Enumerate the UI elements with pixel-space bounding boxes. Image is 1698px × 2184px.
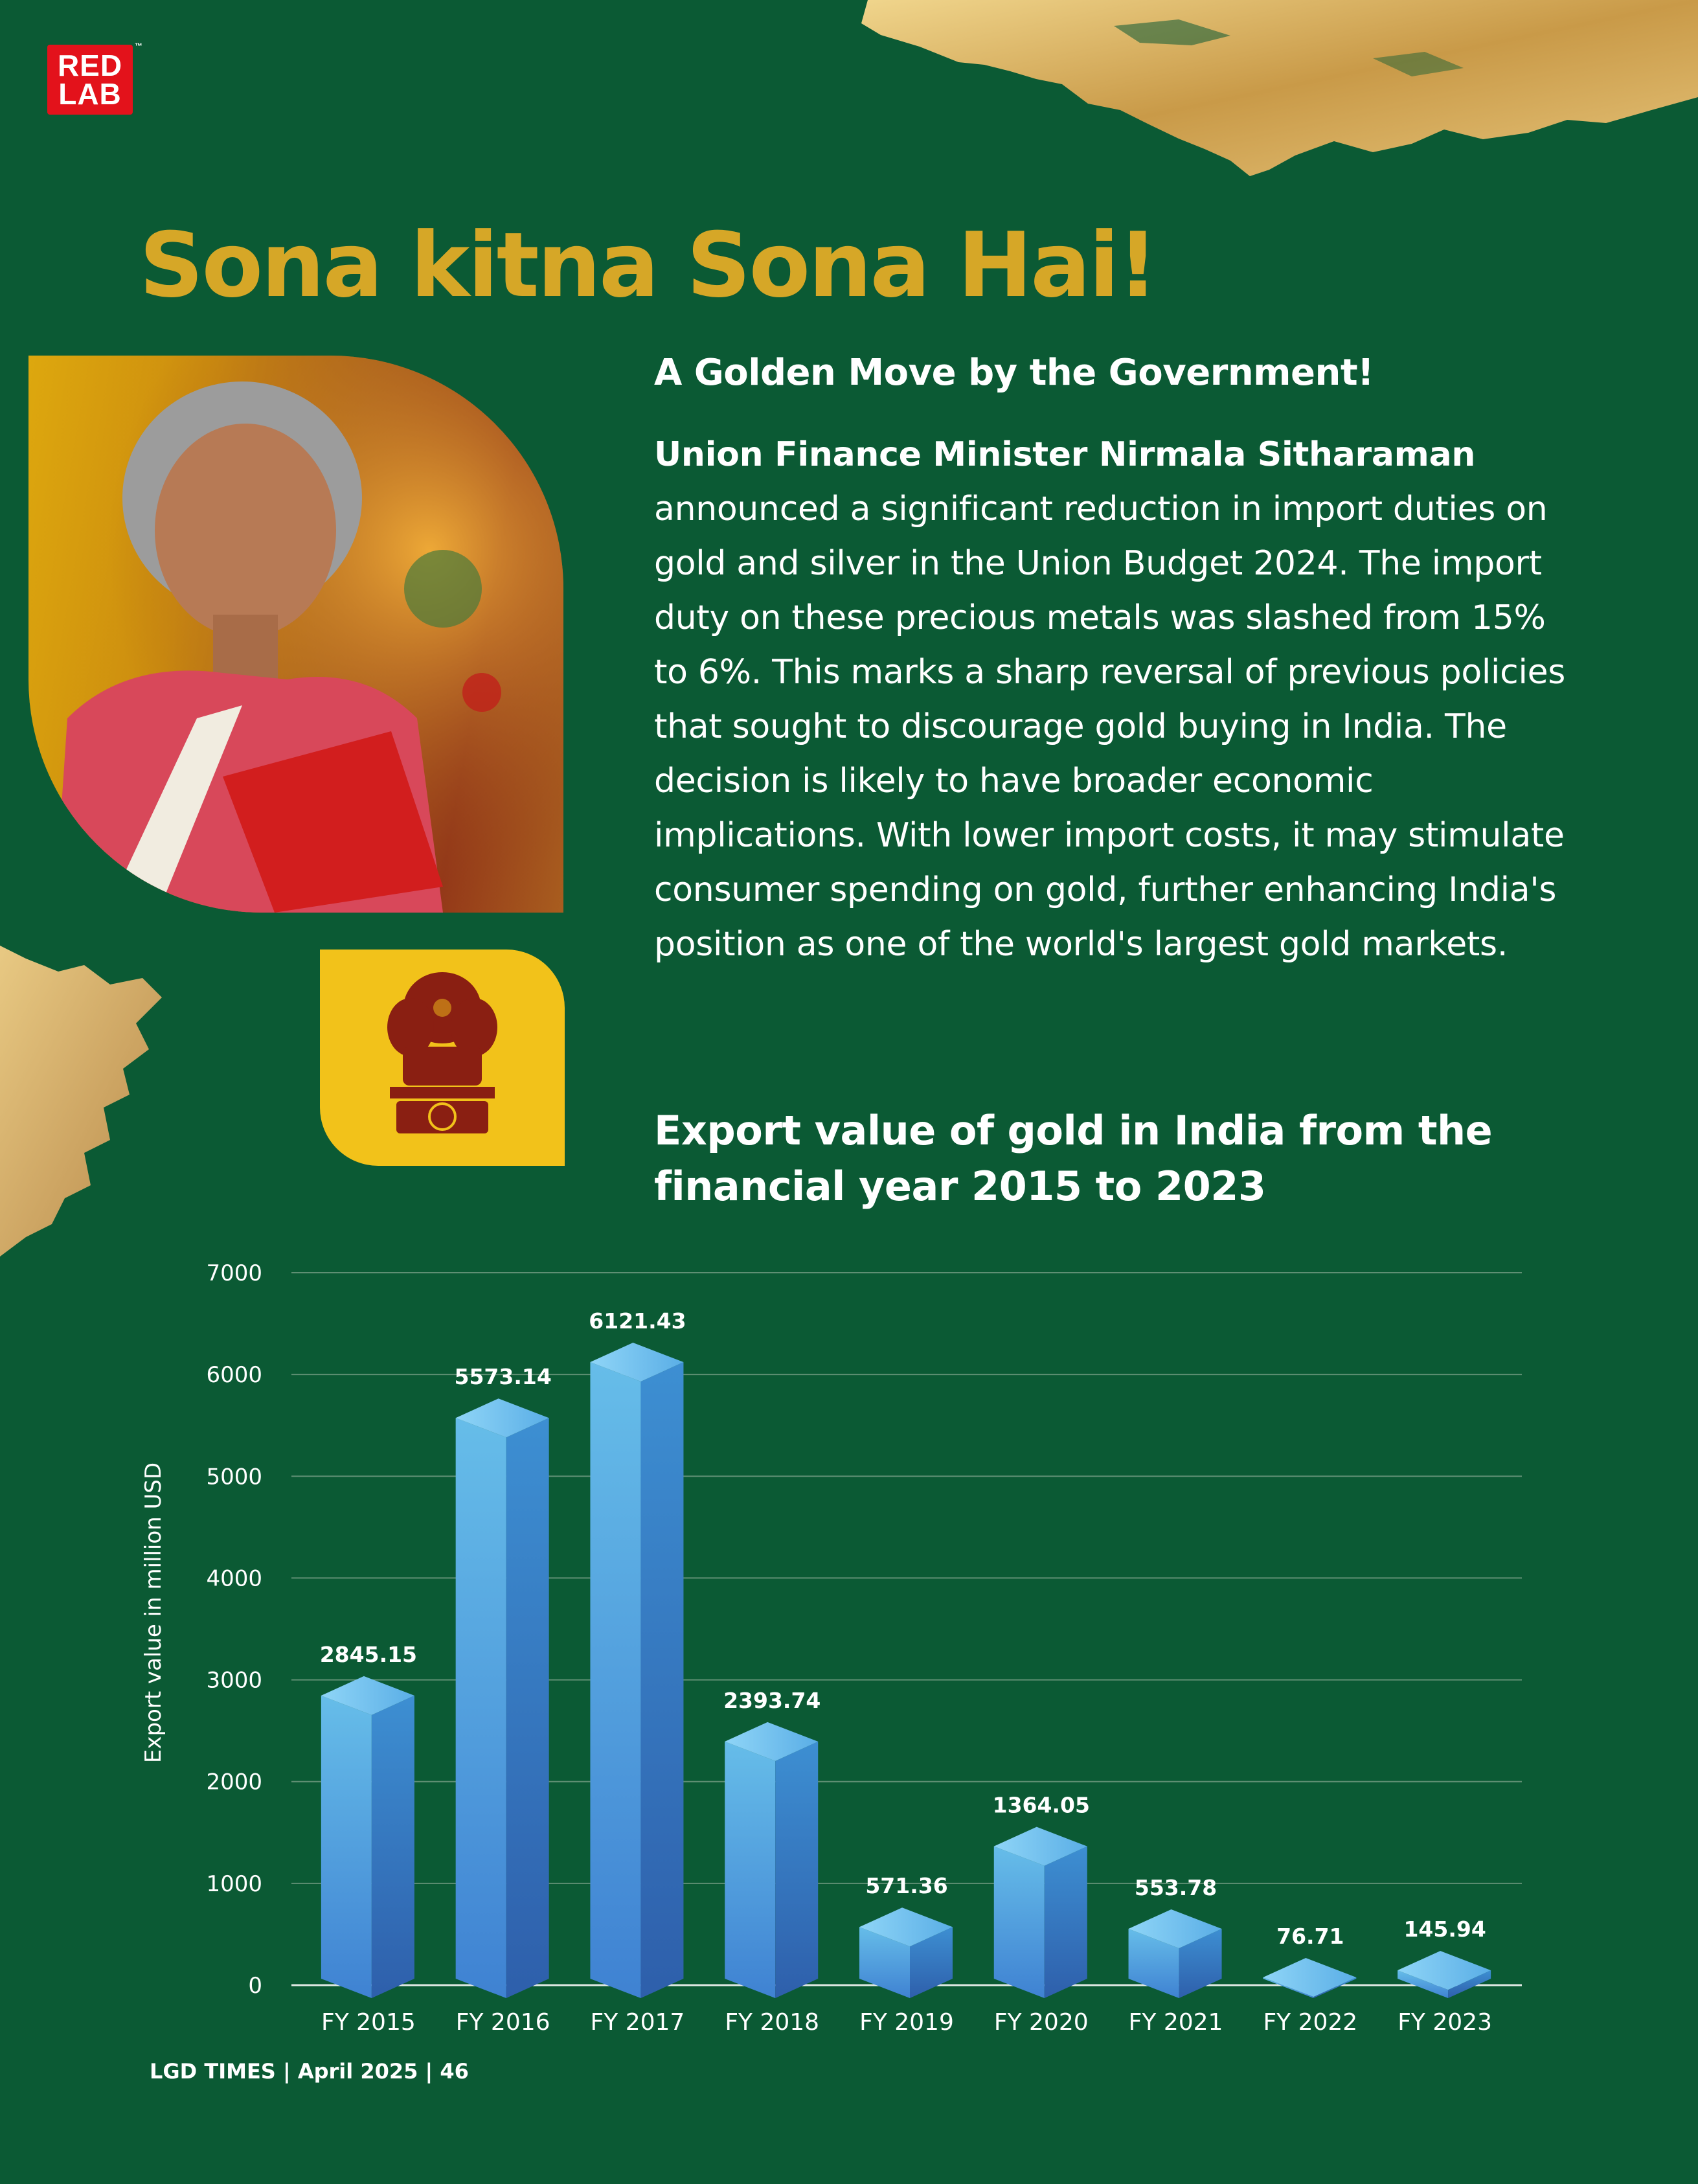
bar — [1129, 1875, 1222, 1998]
bar-side-face — [372, 1696, 414, 1998]
y-tick-label: 4000 — [206, 1565, 262, 1592]
bar-front-face — [725, 1742, 775, 1998]
bar — [1263, 1924, 1356, 1998]
x-tick-label: FY 2022 — [1263, 2009, 1358, 2036]
bar — [859, 1873, 953, 1998]
chart-heading: Export value of gold in India from the financial year 2015 to 2023 — [654, 1107, 1493, 1210]
x-tick-label: FY 2023 — [1398, 2009, 1492, 2036]
bar-value-label: 2845.15 — [319, 1641, 418, 1667]
bar-value-label: 1364.05 — [992, 1792, 1090, 1818]
article-subheading: A Golden Move by the Government! — [654, 352, 1374, 394]
bar-front-face — [321, 1696, 372, 1998]
x-tick-label: FY 2019 — [859, 2009, 954, 2036]
bar-side-face — [506, 1418, 549, 1998]
logo-text-red: RED — [57, 49, 123, 82]
bar-value-label: 2393.74 — [723, 1687, 821, 1713]
y-tick-label: 1000 — [206, 1871, 262, 1897]
bar-value-label: 553.78 — [1134, 1874, 1217, 1900]
y-tick-label: 3000 — [206, 1667, 262, 1694]
bar-value-label: 76.71 — [1276, 1923, 1344, 1949]
y-tick-label: 0 — [248, 1973, 262, 1999]
x-tick-label: FY 2015 — [321, 2009, 416, 2036]
bar — [455, 1364, 552, 1998]
page-footer: LGD TIMES | April 2025 | 46 — [150, 2059, 469, 2084]
bar — [589, 1308, 686, 1998]
trademark-mark: ™ — [135, 41, 143, 51]
bar — [723, 1688, 821, 1998]
y-tick-label: 6000 — [206, 1362, 262, 1389]
logo-text-lab: LAB — [58, 77, 122, 111]
bar-top-face — [1263, 1958, 1356, 1997]
bar-front-face — [456, 1418, 506, 1998]
x-tick-label: FY 2018 — [725, 2009, 820, 2036]
bar-side-face — [1045, 1847, 1087, 1998]
x-tick-label: FY 2017 — [590, 2009, 685, 2036]
y-tick-label: 7000 — [206, 1260, 262, 1286]
bar-value-label: 5573.14 — [454, 1364, 552, 1390]
article-body-text: announced a significant reduction in import duties on gold and silver in the Union Budget 2024. The import duty on these precious metals was slashed from 15% to 6%. This marks a sharp reversal of previous policies that sought to discourage gold buying in India. The decision is likely to have broader economic implications. With lower import costs, it may stimulate consumer spending on gold, further enhancing India's position as one of the world's largest gold markets. — [654, 490, 1566, 964]
bar-value-label: 571.36 — [865, 1873, 948, 1899]
page-title: Sona kitna Sona Hai! — [139, 213, 1157, 317]
y-tick-label: 5000 — [206, 1464, 262, 1490]
bar-front-face — [590, 1362, 640, 1998]
x-tick-label: FY 2016 — [455, 2009, 550, 2036]
x-tick-label: FY 2021 — [1128, 2009, 1223, 2036]
bar-value-label: 6121.43 — [589, 1308, 686, 1334]
bar — [993, 1793, 1090, 1998]
y-tick-label: 2000 — [206, 1769, 262, 1795]
x-tick-label: FY 2020 — [993, 2009, 1089, 2036]
bar-side-face — [640, 1362, 683, 1998]
bar-side-face — [775, 1742, 818, 1998]
bar-front-face — [994, 1847, 1045, 1998]
y-axis-label: Export value in million USD — [141, 1462, 166, 1764]
bar-value-label: 145.94 — [1403, 1917, 1486, 1942]
bar — [320, 1642, 417, 1998]
article-lead: Union Finance Minister Nirmala Sitharaman — [654, 435, 1476, 474]
